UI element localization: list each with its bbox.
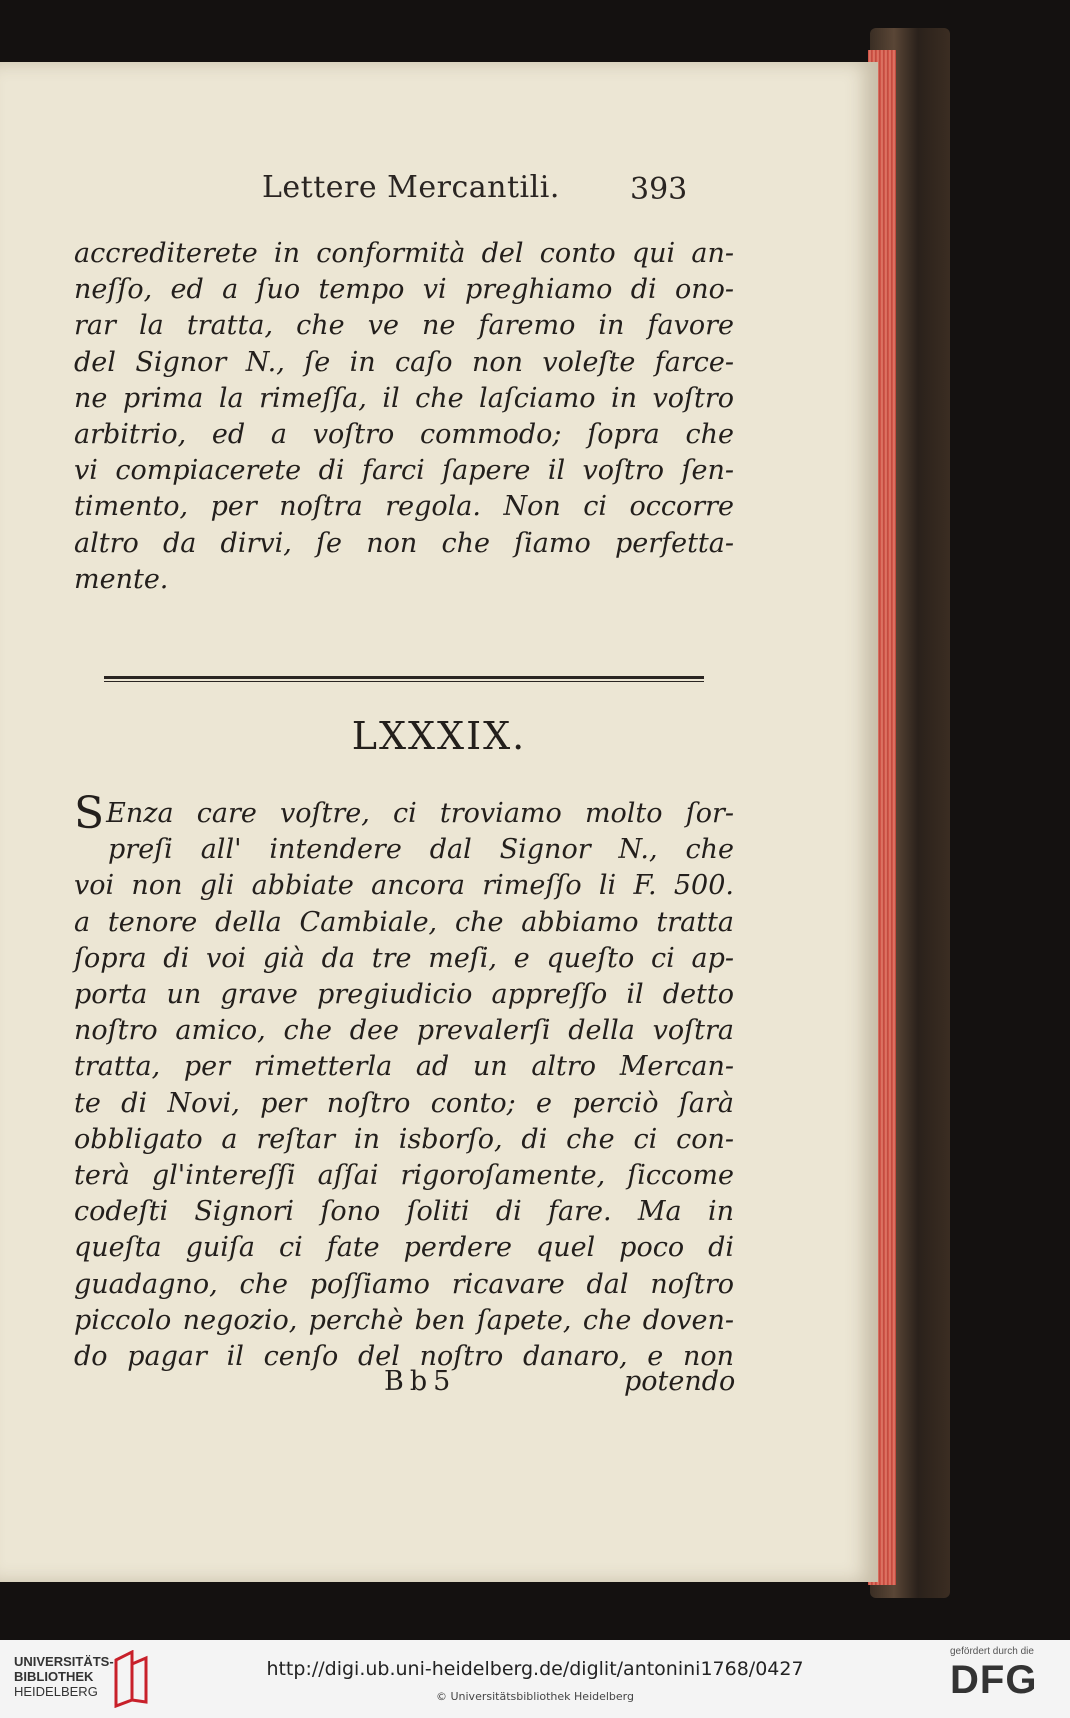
funder-note: gefördert durch die <box>950 1646 1034 1657</box>
text-line: te di Novi, per noſtro conto; e perciò ſarà <box>74 1087 734 1119</box>
text-line: guadagno, che poſſiamo ricavare dal noſtro <box>74 1268 734 1300</box>
page-number: 393 <box>630 172 688 207</box>
text-line: ſopra di voi già da tre meſi, e queſto ci ap- <box>74 942 734 974</box>
catchword: potendo <box>624 1366 736 1397</box>
drop-cap: S <box>74 788 105 839</box>
running-head: Lettere Mercantili. <box>262 170 560 205</box>
text-line: do pagar il cenſo del noſtro danaro, e non <box>74 1341 734 1373</box>
library-name-line: UNIVERSITÄTS- <box>14 1654 114 1669</box>
text-line: ne prima la rimeſſa, il che laſciamo in voſtro <box>74 382 734 414</box>
text-line: noſtro amico, che dee prevalerſi della voſtra <box>74 1015 734 1047</box>
text-line: codeſti Signori ſono ſoliti di fare. Ma in <box>74 1196 734 1228</box>
text-line-first <box>74 788 734 839</box>
text-line: queſta guiſa ci fate perdere quel poco di <box>74 1232 734 1264</box>
copyright-notice: © Universitätsbibliothek Heidelberg <box>435 1690 634 1703</box>
library-name-line: HEIDELBERG <box>14 1684 98 1699</box>
text-line: terà gl'intereſſi aſſai rigoroſamente, ſiccome <box>74 1160 734 1192</box>
text-line: a tenore della Cambiale, che abbiamo tratta <box>74 906 734 938</box>
text-line: timento, per noſtra regola. Non ci occorre <box>74 491 734 523</box>
text-line: neſſo, ed a ſuo tempo vi preghiamo di ono- <box>74 274 734 306</box>
section-rule-thin <box>104 681 704 682</box>
text-line: voi non gli abbiate ancora rimeſſo li F. 500. <box>74 870 734 902</box>
text-line: del Signor N., ſe in caſo non voleſte farce- <box>74 346 734 378</box>
permalink-url[interactable]: http://digi.ub.uni-heidelberg.de/diglit/antonini1768/0427 <box>266 1658 804 1680</box>
text-line: porta un grave pregiudicio appreſſo il detto <box>74 979 734 1011</box>
text-line: Enza care voſtre, ci troviamo molto ſor- <box>106 798 734 829</box>
text-line: rar la tratta, che ve ne faremo in favore <box>74 310 734 342</box>
text-line: mente. <box>74 563 169 595</box>
dfg-logo: DFG <box>950 1658 1038 1702</box>
viewer-footer <box>0 1640 1070 1718</box>
text-line: altro da dirvi, ſe non che ſiamo perfetta- <box>74 527 734 559</box>
text-line: obbligato a reſtar in isborſo, di che ci con- <box>74 1123 734 1155</box>
letter-text <box>74 788 734 1375</box>
continued-letter-text <box>74 236 734 598</box>
signature-mark: Bb5 <box>384 1366 457 1397</box>
text-line: preſi all' intendere dal Signor N., che <box>108 834 734 866</box>
letter-heading: LXXXIX. <box>351 714 527 758</box>
text-line: arbitrio, ed a voſtro commodo; ſopra che <box>74 419 734 451</box>
library-name-line: BIBLIOTHEK <box>14 1669 94 1684</box>
text-line: piccolo negozio, perchè ben ſapete, che doven- <box>74 1304 734 1336</box>
section-rule <box>104 676 704 679</box>
text-line: tratta, per rimetterla ad un altro Mercan- <box>74 1051 734 1083</box>
text-line: vi compiacerete di farci ſapere il voſtro ſen- <box>74 455 734 487</box>
text-line: accrediterete in conformità del conto qui an- <box>74 238 734 269</box>
